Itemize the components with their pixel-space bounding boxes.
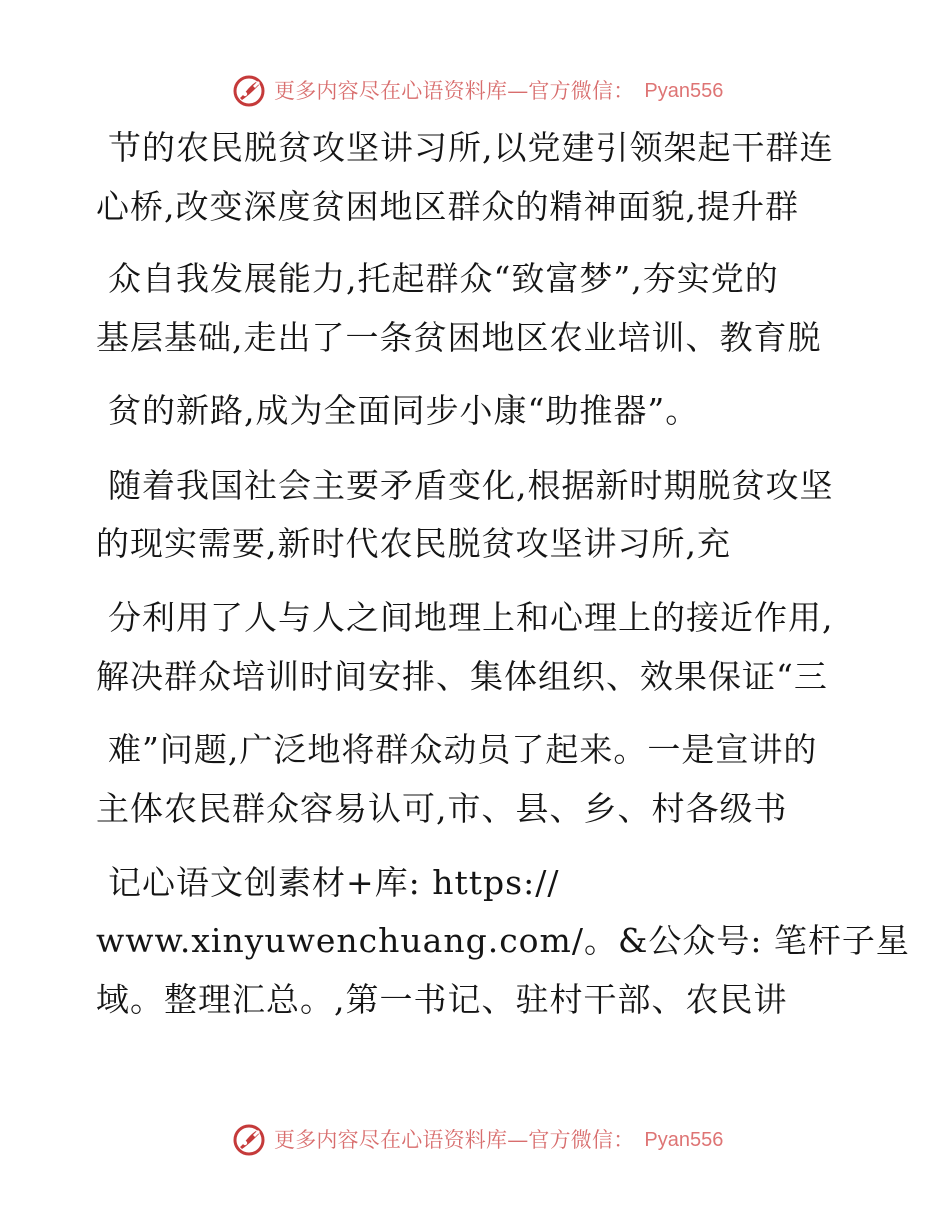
text-line: 难”问题,广泛地将群众动员了起来。一是宣讲的 — [108, 730, 818, 769]
text-line: 随着我国社会主要矛盾变化,根据新时期脱贫攻坚 — [108, 466, 834, 505]
banner-text: 更多内容尽在心语资料库—官方微信： — [274, 78, 635, 103]
wechat-handle: Pyan556 — [644, 1128, 724, 1151]
text-line: 的现实需要,新时代农民脱贫攻坚讲习所,充 — [96, 524, 731, 563]
text-line: 记心语文创素材+库: https:// — [108, 863, 560, 902]
text-line: 域。整理汇总。,第一书记、驻村干部、农民讲 — [96, 980, 788, 1019]
text-line: 基层基础,走出了一条贫困地区农业培训、教育脱 — [96, 318, 822, 357]
text-line: www.xinyuwenchuang.com/。&公众号: 笔杆子星 — [96, 921, 910, 960]
text-line: 众自我发展能力,托起群众“致富梦”,夯实党的 — [108, 259, 779, 298]
text-line: 解决群众培训时间安排、集体组织、效果保证“三 — [96, 657, 828, 696]
banner-text: 更多内容尽在心语资料库—官方微信： — [274, 1127, 635, 1152]
text-line: 分利用了人与人之间地理上和心理上的接近作用, — [108, 598, 834, 637]
pen-nib-logo-icon — [232, 1123, 266, 1157]
text-line: 心桥,改变深度贫困地区群众的精神面貌,提升群 — [96, 187, 799, 226]
wechat-handle: Pyan556 — [644, 79, 724, 102]
footer-banner — [232, 1120, 724, 1160]
text-line: 节的农民脱贫攻坚讲习所,以党建引领架起干群连 — [108, 128, 834, 167]
text-line: 主体农民群众容易认可,市、县、乡、村各级书 — [96, 789, 788, 828]
text-line: 贫的新路,成为全面同步小康“助推器”。 — [108, 391, 700, 430]
